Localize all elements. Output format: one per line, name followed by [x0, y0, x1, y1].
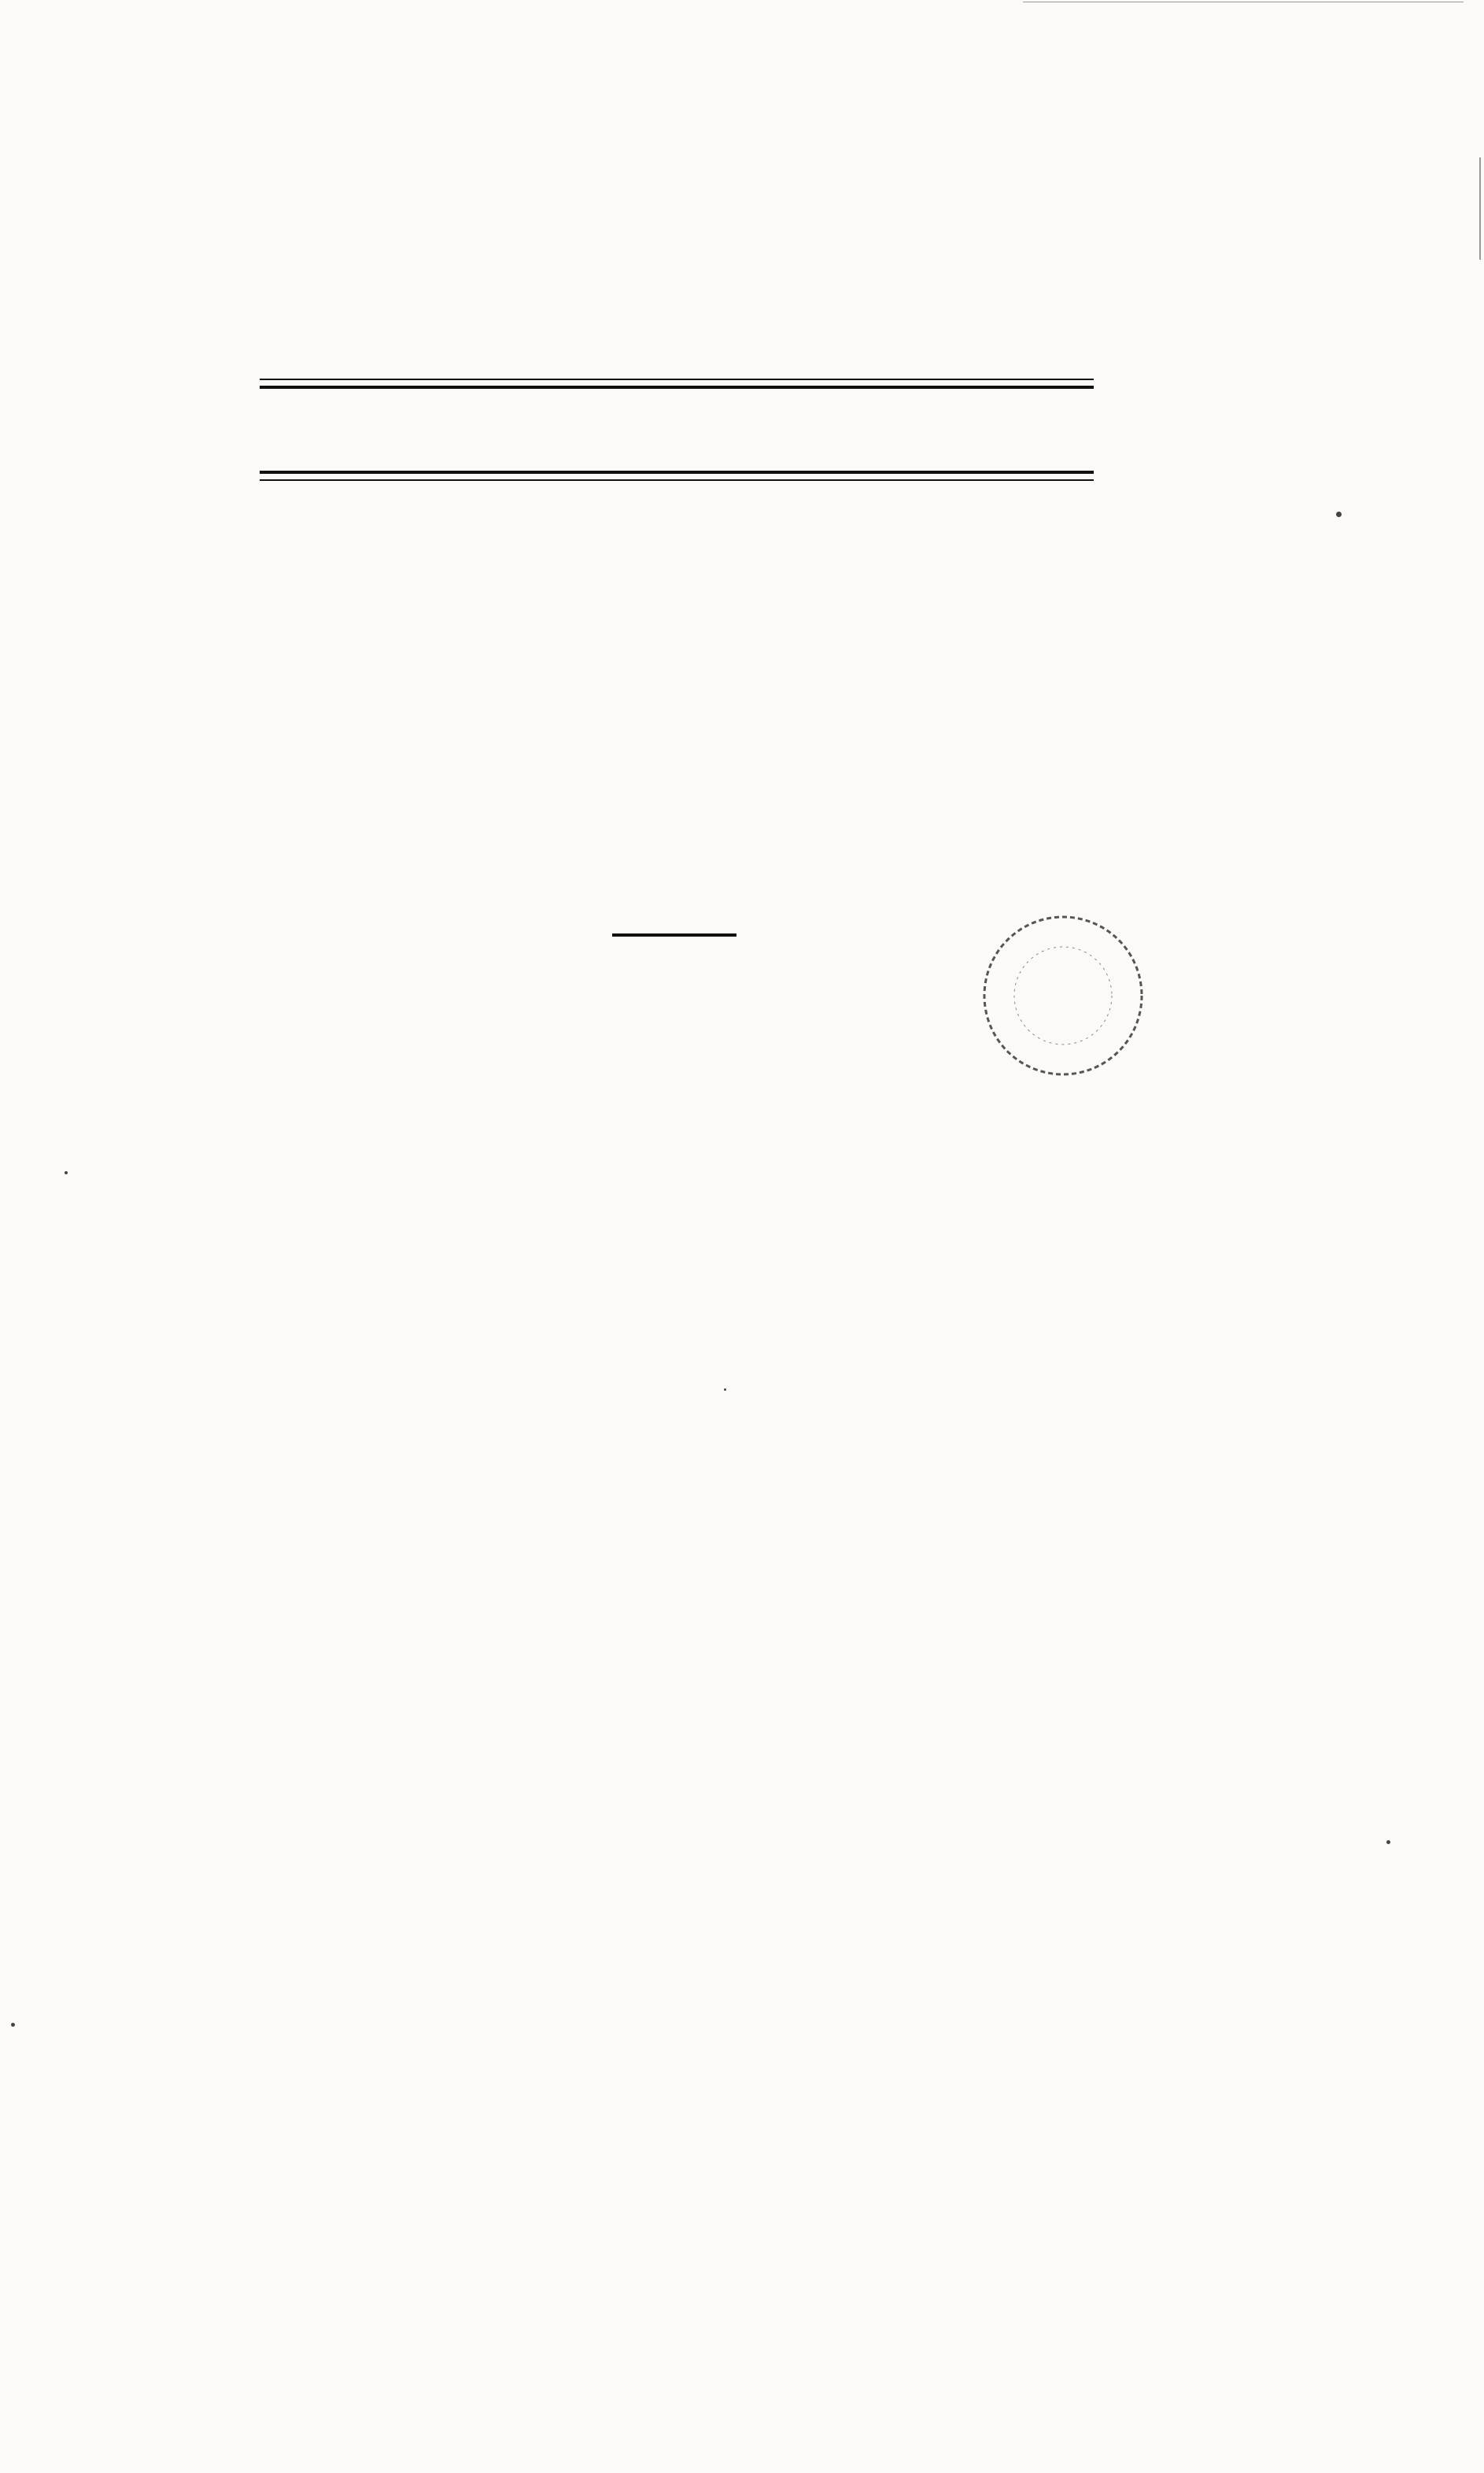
scan-edge-line [1479, 157, 1481, 260]
page-title [0, 808, 1484, 876]
library-stamp [974, 907, 1152, 1085]
headpiece-ornament [260, 346, 1094, 519]
title-rule [612, 933, 736, 937]
